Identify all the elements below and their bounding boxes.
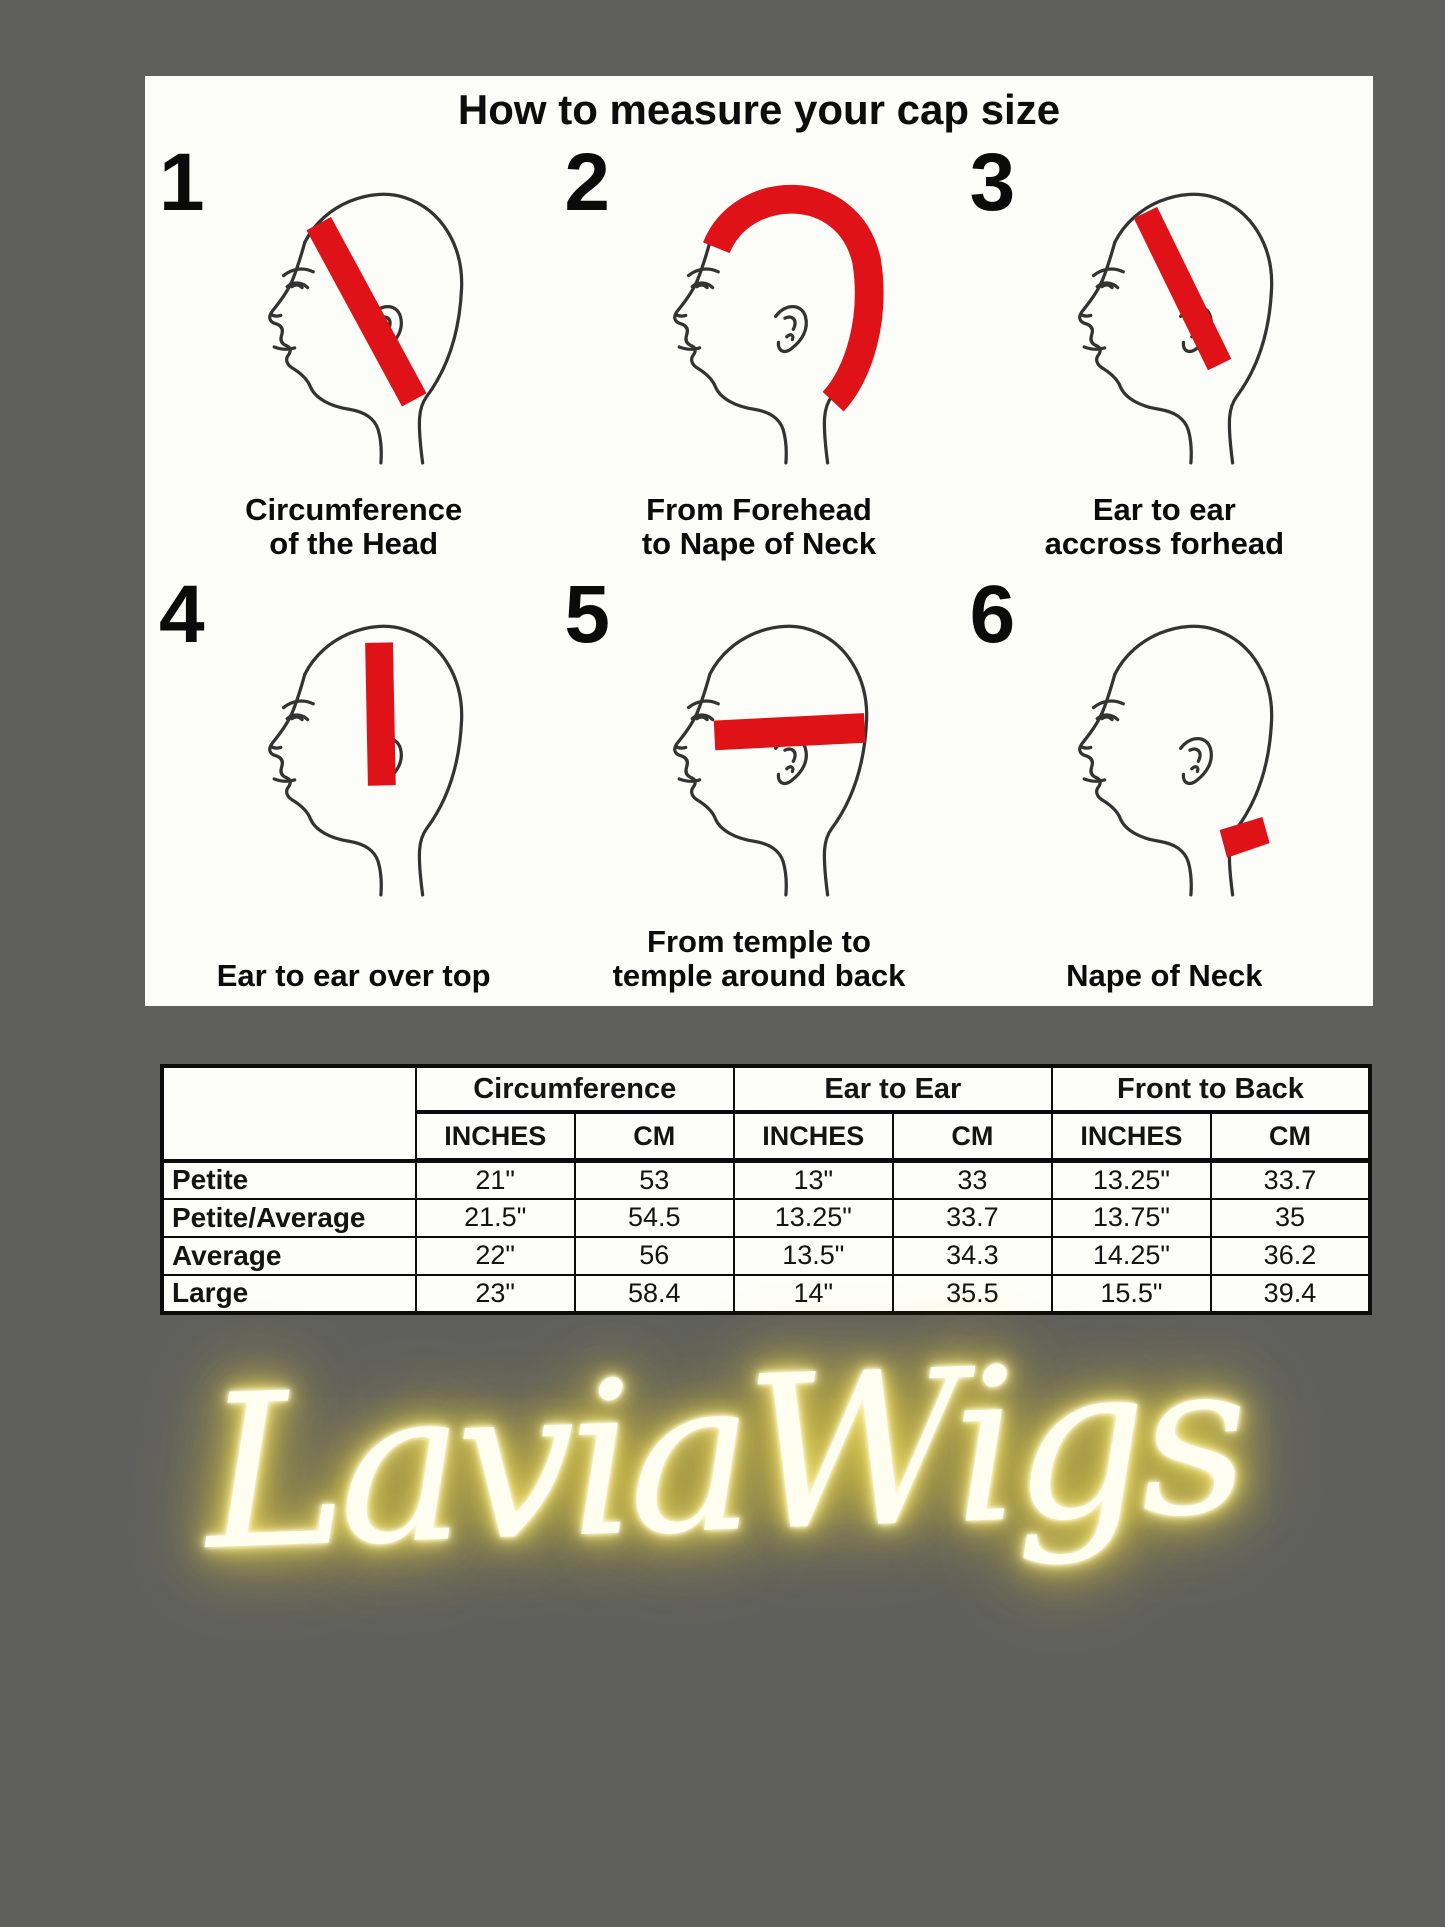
table-corner-cell <box>162 1066 416 1161</box>
steps-grid <box>151 138 1367 1002</box>
size-value-cell: 13.5" <box>734 1237 893 1275</box>
size-value-cell: 13" <box>734 1161 893 1199</box>
step-1-circumference <box>151 138 556 570</box>
step-number: 1 <box>159 137 205 228</box>
size-value-cell: 54.5 <box>575 1199 734 1237</box>
size-label: Petite <box>162 1161 416 1199</box>
size-value-cell: 39.4 <box>1211 1275 1370 1313</box>
guide-title: How to measure your cap size <box>457 86 1061 133</box>
brand-logo-text: LaviaWigs <box>200 1314 1245 1597</box>
step-4-ear-to-ear-over-top <box>151 570 556 1002</box>
size-value-cell: 13.25" <box>734 1199 893 1237</box>
step-caption: Circumference of the Head <box>245 491 463 562</box>
step-caption: From temple to temple around back <box>612 923 906 994</box>
unit-header: INCHES <box>734 1112 893 1161</box>
size-value-cell: 35 <box>1211 1199 1370 1237</box>
column-group-ear-to-ear: Ear to Ear <box>734 1066 1052 1112</box>
step-caption: From Forehead to Nape of Neck <box>641 491 877 562</box>
size-value-cell: 33.7 <box>1211 1161 1370 1199</box>
step-6-nape-of-neck <box>962 570 1367 1002</box>
size-label: Large <box>162 1275 416 1313</box>
unit-header: CM <box>1211 1112 1370 1161</box>
size-value-cell: 22" <box>416 1237 575 1275</box>
step-number: 3 <box>969 137 1016 228</box>
head-diagram-forehead-to-nape <box>594 168 924 474</box>
step-caption: Ear to ear accross forhead <box>1044 491 1285 562</box>
size-value-cell: 58.4 <box>575 1275 734 1313</box>
forehead-to-nape-band-icon <box>716 199 869 401</box>
table-row-petite <box>162 1161 1370 1199</box>
ear-to-ear-over-top-band-icon <box>379 643 382 786</box>
head-diagram-circumference <box>189 168 519 474</box>
temple-around-back-band-icon <box>714 728 864 735</box>
size-value-cell: 14" <box>734 1275 893 1313</box>
step-3-ear-to-ear-forehead <box>962 138 1367 570</box>
table-row-average <box>162 1237 1370 1275</box>
cap-size-table-wrap <box>160 1064 1372 1315</box>
cap-size-table <box>160 1064 1372 1315</box>
column-group-circumference: Circumference <box>416 1066 734 1112</box>
size-value-cell: 36.2 <box>1211 1237 1370 1275</box>
size-value-cell: 21" <box>416 1161 575 1199</box>
size-value-cell: 34.3 <box>893 1237 1052 1275</box>
unit-header: INCHES <box>1052 1112 1211 1161</box>
step-2-forehead-to-nape <box>556 138 961 570</box>
head-diagram-temple-around-back <box>594 600 924 906</box>
nape-patch-icon <box>1220 817 1270 858</box>
table-group-header-row <box>162 1066 1370 1112</box>
size-value-cell: 23" <box>416 1275 575 1313</box>
step-number: 5 <box>564 569 610 660</box>
table-row-petite-average <box>162 1199 1370 1237</box>
column-group-front-to-back: Front to Back <box>1052 1066 1370 1112</box>
head-diagram-nape-of-neck <box>999 600 1329 906</box>
size-value-cell: 33 <box>893 1161 1052 1199</box>
size-value-cell: 56 <box>575 1237 734 1275</box>
measurement-guide-panel <box>145 76 1373 1006</box>
step-caption: Nape of Neck <box>1066 958 1263 994</box>
unit-header: INCHES <box>416 1112 575 1161</box>
size-value-cell: 13.75" <box>1052 1199 1211 1237</box>
size-label: Average <box>162 1237 416 1275</box>
size-value-cell: 35.5 <box>893 1275 1052 1313</box>
size-value-cell: 15.5" <box>1052 1275 1211 1313</box>
size-value-cell: 53 <box>575 1161 734 1199</box>
head-diagram-ear-to-ear-forehead <box>999 168 1329 474</box>
size-value-cell: 33.7 <box>893 1199 1052 1237</box>
size-label: Petite/Average <box>162 1199 416 1237</box>
step-number: 2 <box>564 137 610 228</box>
brand-logo <box>0 1314 1445 1597</box>
head-diagram-ear-to-ear-over-top <box>189 600 519 906</box>
step-caption: Ear to ear over top <box>216 958 491 994</box>
unit-header: CM <box>575 1112 734 1161</box>
size-value-cell: 21.5" <box>416 1199 575 1237</box>
step-5-temple-around-back <box>556 570 961 1002</box>
step-number: 6 <box>969 569 1016 660</box>
unit-header: CM <box>893 1112 1052 1161</box>
size-value-cell: 14.25" <box>1052 1237 1211 1275</box>
size-value-cell: 13.25" <box>1052 1161 1211 1199</box>
step-number: 4 <box>159 569 205 660</box>
